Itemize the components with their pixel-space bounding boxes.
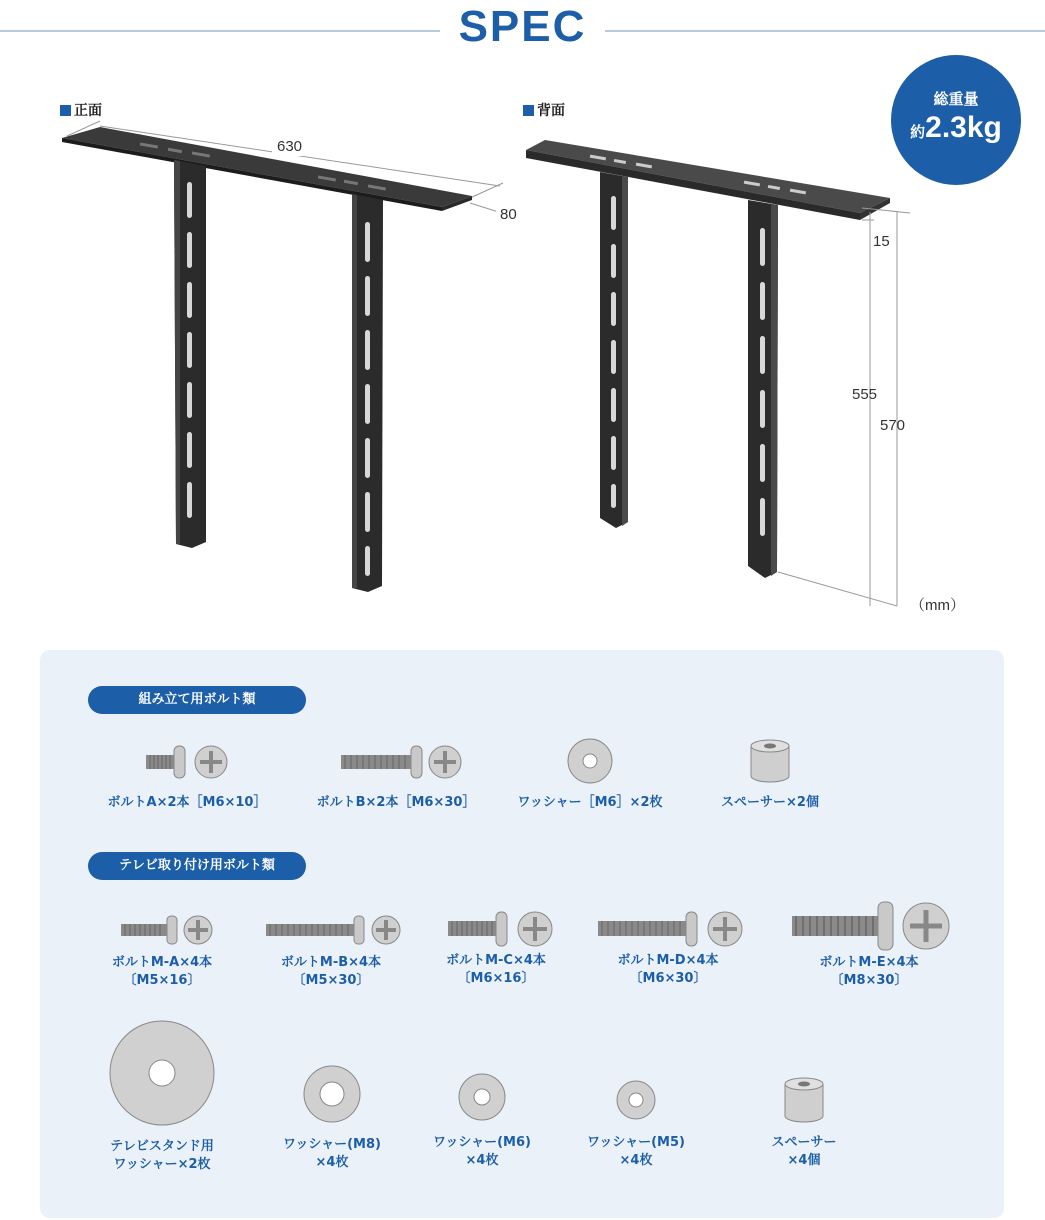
washer-m6-tv-item bbox=[412, 1072, 552, 1170]
bolt-m-e-item bbox=[784, 900, 954, 990]
washer-m6-caption: ワッシャー［M6］×2枚 bbox=[517, 795, 663, 810]
bolt-icon bbox=[256, 910, 406, 950]
weight-value: 2.3kg bbox=[925, 111, 1002, 144]
bracket-diagram bbox=[0, 85, 1045, 625]
washer-icon bbox=[614, 1078, 658, 1122]
back-bracket-illustration bbox=[526, 140, 965, 614]
front-view-label: 正面 bbox=[60, 100, 102, 120]
spacer-icon bbox=[748, 738, 792, 784]
slot-length-dimension: 555 bbox=[852, 386, 878, 403]
washer-m5-item bbox=[566, 1078, 706, 1170]
bolt-m-a-size: 〔M5×16〕 bbox=[123, 973, 201, 988]
assembly-parts-heading: 組み立て用ボルト類 bbox=[88, 686, 306, 714]
washer-m6-tv-caption: ワッシャー(M6) bbox=[433, 1135, 531, 1150]
bolt-m-d-item bbox=[590, 908, 746, 988]
bolt-m-e-caption: ボルトM-E×4本 bbox=[819, 955, 919, 970]
bolt-m-c-item bbox=[434, 908, 558, 988]
unit-label: （mm） bbox=[910, 597, 965, 614]
spacer-tv-qty: ×4個 bbox=[787, 1153, 821, 1168]
height-dimension: 570 bbox=[880, 417, 906, 434]
washer-m5-qty: ×4枚 bbox=[619, 1153, 653, 1168]
washer-m5-caption: ワッシャー(M5) bbox=[587, 1135, 685, 1150]
bolt-a-caption: ボルトA×2本［M6×10］ bbox=[107, 795, 267, 810]
tv-mount-parts-heading: テレビ取り付け用ボルト類 bbox=[88, 852, 306, 880]
bolt-m-e-size: 〔M8×30〕 bbox=[830, 973, 908, 988]
bolt-icon bbox=[590, 908, 746, 950]
thickness-dimension: 15 bbox=[873, 233, 890, 250]
bolt-m-a-item bbox=[102, 910, 222, 990]
bolt-m-a-caption: ボルトM-A×4本 bbox=[111, 955, 213, 970]
washer-icon bbox=[302, 1064, 362, 1124]
parts-panel bbox=[40, 650, 1004, 1218]
width-dimension: 630 bbox=[277, 138, 303, 155]
spacer-caption: スペーサー×2個 bbox=[721, 795, 819, 810]
header-divider-right bbox=[605, 30, 1045, 32]
bolt-b-caption: ボルトB×2本［M6×30］ bbox=[316, 795, 476, 810]
bolt-a-item bbox=[102, 742, 272, 812]
front-bracket-illustration bbox=[62, 121, 522, 592]
tv-stand-washer-caption: テレビスタンド用 bbox=[110, 1139, 214, 1154]
bolt-icon bbox=[137, 742, 237, 782]
header-divider-left bbox=[0, 30, 440, 32]
depth-dimension: 80 bbox=[500, 206, 517, 223]
spacer-item bbox=[700, 738, 840, 812]
washer-icon bbox=[565, 738, 615, 784]
washer-m8-item bbox=[262, 1064, 402, 1172]
page-title: SPEC bbox=[458, 2, 587, 51]
bolt-m-b-item bbox=[256, 910, 406, 990]
spacer-tv-caption: スペーサー bbox=[771, 1135, 837, 1150]
bolt-m-d-caption: ボルトM-D×4本 bbox=[617, 953, 719, 968]
washer-m8-qty: ×4枚 bbox=[315, 1155, 349, 1170]
washer-icon bbox=[107, 1018, 217, 1128]
bolt-m-d-size: 〔M6×30〕 bbox=[629, 971, 707, 986]
bolt-m-b-size: 〔M5×30〕 bbox=[292, 973, 370, 988]
washer-m6-item bbox=[510, 738, 670, 812]
bolt-m-c-size: 〔M6×16〕 bbox=[457, 971, 535, 986]
bolt-icon bbox=[107, 910, 217, 950]
spacer-tv-item bbox=[734, 1076, 874, 1170]
weight-prefix: 約 bbox=[910, 123, 926, 141]
washer-icon bbox=[457, 1072, 507, 1122]
bolt-b-item bbox=[296, 742, 496, 812]
bolt-icon bbox=[436, 908, 556, 950]
bolt-m-c-caption: ボルトM-C×4本 bbox=[446, 953, 546, 968]
bolt-icon bbox=[321, 742, 471, 782]
weight-label: 総重量 bbox=[933, 90, 979, 108]
back-view-label: 背面 bbox=[523, 100, 565, 120]
tv-stand-washer-qty: ワッシャー×2枚 bbox=[113, 1157, 211, 1172]
spec-header bbox=[0, 0, 1045, 62]
washer-m6-tv-qty: ×4枚 bbox=[465, 1153, 499, 1168]
washer-m8-caption: ワッシャー(M8) bbox=[283, 1137, 381, 1152]
spacer-icon bbox=[782, 1076, 826, 1124]
bolt-m-b-caption: ボルトM-B×4本 bbox=[280, 955, 382, 970]
tv-stand-washer-item bbox=[92, 1018, 232, 1174]
bolt-icon bbox=[784, 900, 954, 952]
